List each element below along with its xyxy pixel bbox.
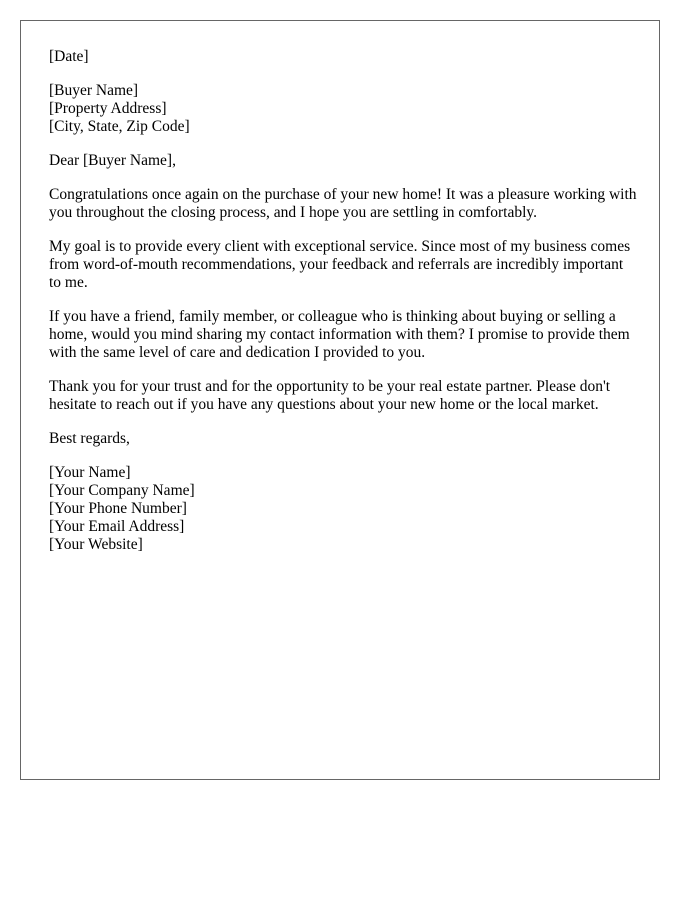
signature-phone: [Your Phone Number] (49, 500, 187, 517)
letter-content (49, 48, 639, 570)
signature-company: [Your Company Name] (49, 482, 195, 499)
letter-page (20, 20, 660, 780)
recipient-address: [Property Address] (49, 100, 167, 117)
body-paragraph-2: My goal is to provide every client with exceptional service. Since most of my business comes from word-of-mouth recommendations, your feedback and referrals are incredibly important to me. (49, 238, 631, 291)
signature-name: [Your Name] (49, 464, 131, 481)
letter-date: [Date] (49, 48, 89, 65)
recipient-block (49, 82, 639, 136)
salutation-block (49, 152, 639, 170)
signature-website: [Your Website] (49, 536, 143, 553)
signature-block (49, 464, 639, 554)
closing: Best regards, (49, 430, 130, 447)
recipient-city-state-zip: [City, State, Zip Code] (49, 118, 190, 135)
salutation: Dear [Buyer Name], (49, 152, 176, 169)
signature-email: [Your Email Address] (49, 518, 185, 535)
body-paragraph-3: If you have a friend, family member, or colleague who is thinking about buying or selling a home, would you mind sharing my contact information with them? I promise to provide them with the same level of care and dedication I provided to you. (49, 308, 630, 361)
recipient-name: [Buyer Name] (49, 82, 139, 99)
body-paragraph-1: Congratulations once again on the purchase of your new home! It was a pleasure working with you throughout the closing process, and I hope you are settling in comfortably. (49, 186, 637, 221)
closing-block (49, 430, 639, 448)
date-block (49, 48, 639, 66)
body-paragraph-4: Thank you for your trust and for the opportunity to be your real estate partner. Please don't hesitate to reach out if you have any questions about your new home or the local market. (49, 378, 611, 413)
